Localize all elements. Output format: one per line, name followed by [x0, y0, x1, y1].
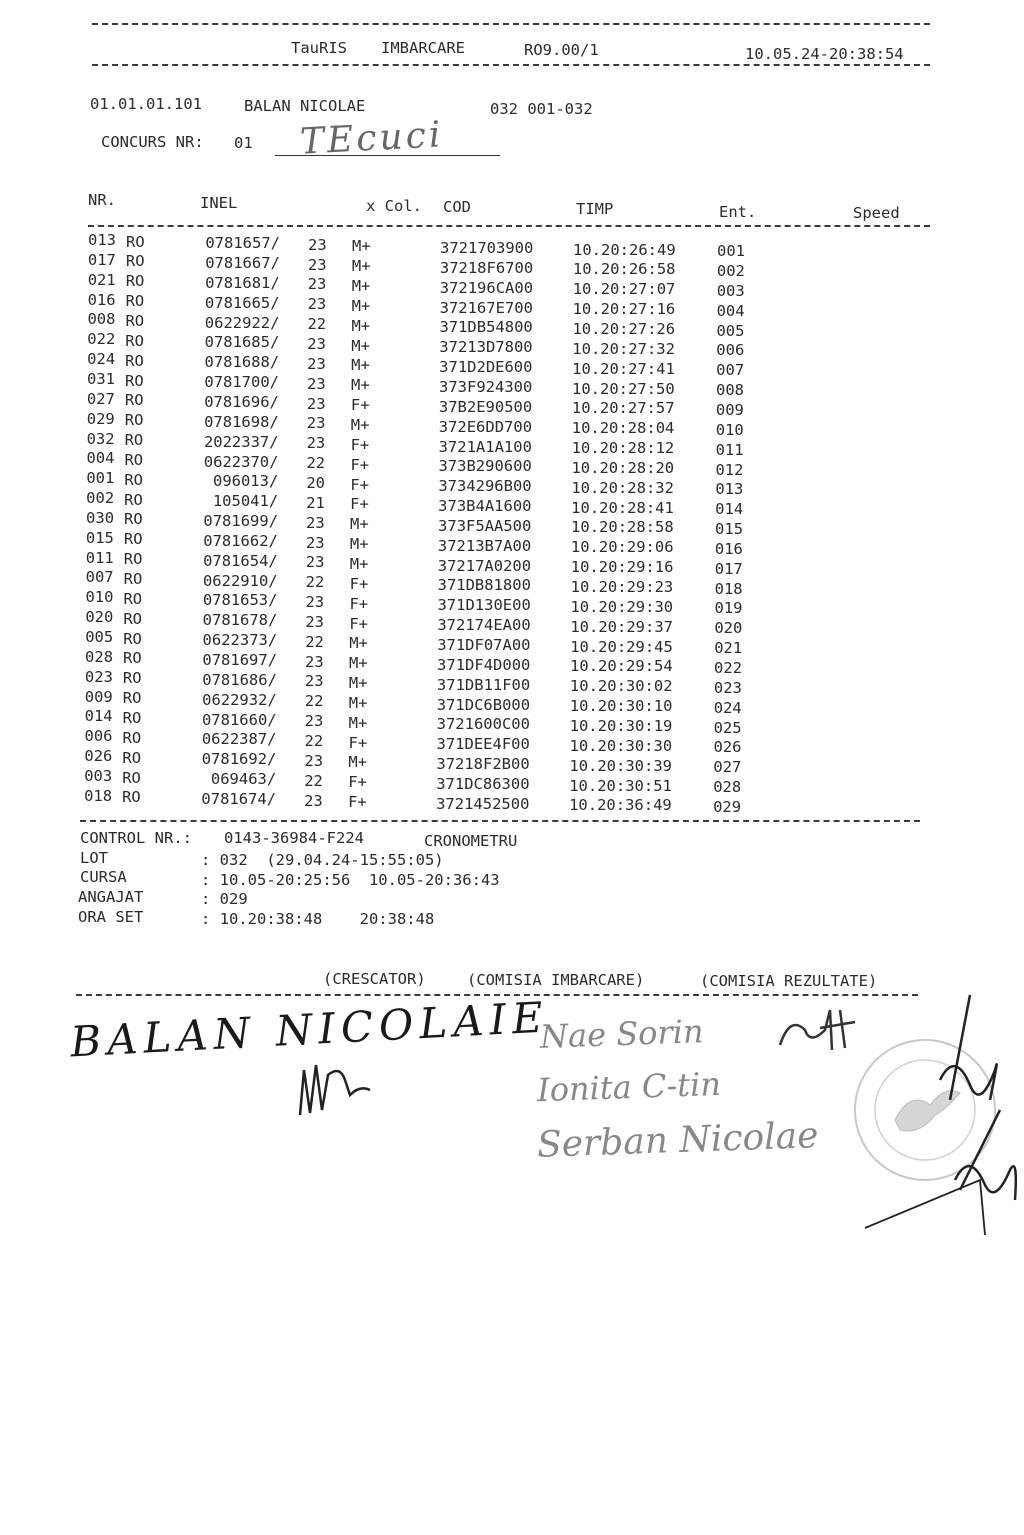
row-nr: 013 — [88, 231, 116, 249]
top-dashed-rule — [92, 23, 930, 25]
row-arrival-time: 10.20:30:10 — [569, 697, 673, 716]
angajat-value: : 029 — [201, 890, 248, 908]
commission-name-1: Nae Sorin — [539, 1012, 705, 1056]
row-sex-color: M+ — [351, 277, 371, 296]
row-arrival-time: 10.20:26:49 — [573, 240, 676, 259]
row-arrival-time: 10.20:27:50 — [572, 379, 675, 398]
row-entry-no: 027 — [713, 758, 742, 777]
location-underline — [275, 155, 500, 156]
control-value: 0143-36984-F224 — [224, 829, 364, 847]
row-sex-color: M+ — [348, 713, 368, 732]
row-year: 23 — [304, 712, 324, 731]
row-nr: 018 — [84, 786, 113, 805]
row-chip-code: 371DF4D000 — [437, 655, 531, 674]
row-chip-code: 37B2E90500 — [438, 397, 533, 416]
row-ring: 0781654/ — [203, 551, 278, 570]
row-entry-no: 021 — [714, 639, 743, 658]
row-year: 23 — [307, 374, 326, 393]
row-chip-code: 373B290600 — [438, 457, 532, 476]
row-arrival-time: 10.20:29:06 — [570, 538, 674, 557]
row-sex-color: M+ — [351, 316, 371, 335]
row-entry-no: 005 — [716, 321, 745, 340]
row-year: 23 — [304, 791, 323, 810]
row-country: RO — [124, 470, 143, 489]
row-ring: 0781685/ — [204, 333, 280, 352]
row-chip-code: 373F5AA500 — [438, 516, 532, 535]
row-arrival-time: 10.20:36:49 — [569, 796, 672, 815]
row-sex-color: M+ — [351, 257, 371, 276]
row-arrival-time: 10.20:28:12 — [571, 439, 675, 458]
row-nr: 024 — [87, 350, 116, 369]
handwritten-fancier-name: BALAN NICOLAIE — [69, 992, 550, 1067]
row-chip-code: 372E6DD700 — [438, 417, 533, 436]
row-arrival-time: 10.20:29:45 — [570, 637, 673, 656]
row-nr: 001 — [86, 469, 115, 488]
row-nr: 029 — [86, 409, 115, 428]
row-nr: 010 — [85, 588, 114, 607]
row-arrival-time: 10.20:29:37 — [570, 617, 673, 636]
row-sex-color: M+ — [351, 356, 370, 375]
row-sex-color: F+ — [348, 733, 368, 752]
row-country: RO — [122, 728, 142, 747]
row-country: RO — [123, 609, 142, 628]
row-nr: 007 — [85, 568, 114, 587]
row-country: RO — [124, 490, 143, 509]
row-entry-no: 010 — [715, 420, 744, 439]
row-country: RO — [124, 411, 144, 430]
row-ring: 0781667/ — [205, 254, 280, 273]
row-entry-no: 023 — [713, 678, 742, 697]
row-ring: 0622370/ — [203, 452, 279, 471]
row-chip-code: 3721600C00 — [436, 715, 530, 734]
row-arrival-time: 10.20:29:30 — [570, 597, 674, 616]
row-year: 22 — [305, 573, 325, 592]
cursa-label: CURSA — [80, 868, 127, 886]
row-arrival-time: 10.20:28:32 — [571, 478, 674, 497]
row-country: RO — [122, 748, 142, 767]
row-country: RO — [125, 292, 145, 311]
row-chip-code: 371DEE4F00 — [436, 735, 530, 754]
row-year: 23 — [306, 394, 326, 413]
row-country: RO — [126, 232, 145, 251]
table-row — [0, 449, 1024, 479]
cursa-value: : 10.05-20:25:56 10.05-20:36:43 — [201, 871, 500, 889]
row-entry-no: 014 — [715, 500, 744, 519]
results-commission-signature — [860, 990, 1024, 1250]
row-arrival-time: 10.20:29:54 — [570, 657, 673, 676]
row-sex-color: F+ — [349, 574, 369, 593]
row-ring: 096013/ — [212, 472, 279, 491]
row-sex-color: F+ — [349, 594, 369, 613]
row-country: RO — [124, 391, 144, 410]
row-chip-code: 371DC6B000 — [436, 695, 531, 714]
row-ring: 0622373/ — [202, 631, 278, 650]
row-nr: 016 — [87, 290, 116, 309]
row-entry-no: 017 — [714, 559, 743, 578]
row-country: RO — [122, 788, 141, 807]
row-arrival-time: 10.20:30:51 — [569, 776, 672, 795]
row-nr: 002 — [86, 489, 115, 508]
row-sex-color: M+ — [350, 515, 369, 534]
row-nr: 026 — [84, 747, 113, 766]
col-header-col: x Col. — [366, 197, 422, 215]
row-nr: 004 — [86, 449, 115, 468]
row-entry-no: 009 — [715, 400, 744, 419]
row-entry-no: 022 — [714, 659, 743, 678]
row-country: RO — [123, 649, 142, 668]
row-nr: 014 — [84, 707, 113, 726]
row-sex-color: F+ — [350, 475, 369, 494]
row-ring: 0781688/ — [204, 353, 280, 372]
row-country: RO — [125, 331, 144, 350]
row-arrival-time: 10.20:27:16 — [572, 300, 676, 319]
row-ring: 0622932/ — [202, 690, 277, 709]
row-nr: 028 — [85, 647, 114, 666]
row-entry-no: 026 — [713, 738, 742, 757]
row-year: 23 — [305, 612, 324, 631]
row-country: RO — [122, 689, 142, 708]
row-nr: 011 — [85, 548, 114, 567]
row-arrival-time: 10.20:27:26 — [572, 319, 676, 338]
module-name: IMBARCARE — [381, 39, 465, 57]
row-arrival-time: 10.20:28:58 — [571, 518, 674, 537]
row-entry-no: 003 — [716, 281, 745, 300]
row-sex-color: M+ — [348, 753, 368, 772]
contest-number: 01 — [234, 134, 253, 152]
row-year: 22 — [307, 315, 327, 334]
row-year: 21 — [306, 493, 325, 512]
table-bottom-rule — [80, 820, 920, 822]
row-entry-no: 020 — [714, 619, 743, 638]
row-chip-code: 372196CA00 — [439, 278, 534, 297]
row-ring: 0781678/ — [202, 611, 278, 630]
row-sex-color: F+ — [350, 495, 369, 514]
row-country: RO — [125, 252, 145, 271]
row-nr: 005 — [85, 628, 114, 646]
table-row — [0, 568, 1024, 598]
row-ring: 0781665/ — [204, 293, 280, 312]
row-ring: 0781698/ — [204, 412, 279, 431]
row-chip-code: 37217A0200 — [437, 556, 532, 575]
row-arrival-time: 10.20:30:30 — [569, 736, 673, 755]
fancier-signature — [290, 1055, 390, 1125]
row-sex-color: M+ — [351, 376, 370, 395]
row-arrival-time: 10.20:27:07 — [572, 280, 676, 299]
program-name: TauRIS — [291, 39, 347, 57]
col-header-timp: TIMP — [576, 200, 614, 218]
table-row — [0, 369, 1024, 400]
row-nr: 023 — [84, 667, 113, 686]
label-comisia-rezultate: (COMISIA REZULTATE) — [700, 972, 878, 990]
row-ring: 0781699/ — [203, 512, 279, 531]
row-nr: 008 — [87, 310, 116, 329]
control-label: CONTROL NR.: — [80, 829, 192, 847]
row-year: 22 — [305, 632, 324, 651]
pigeon-range: 032 001-032 — [490, 100, 593, 118]
row-arrival-time: 10.20:28:04 — [571, 419, 675, 438]
row-nr: 021 — [87, 270, 116, 289]
row-country: RO — [123, 570, 143, 589]
row-ring: 0781681/ — [205, 273, 280, 292]
row-year: 23 — [306, 513, 325, 532]
cronometru-label: CRONOMETRU — [424, 832, 518, 850]
row-year: 22 — [306, 454, 326, 473]
row-country: RO — [125, 351, 144, 370]
row-sex-color: M+ — [349, 654, 368, 673]
col-header-ent: Ent. — [719, 203, 757, 221]
row-chip-code: 37218F6700 — [439, 258, 534, 277]
row-ring: 0781674/ — [201, 789, 277, 808]
row-year: 23 — [305, 593, 325, 612]
row-sex-color: F+ — [348, 793, 367, 812]
row-chip-code: 372174EA00 — [437, 616, 531, 635]
table-header-rule — [88, 225, 930, 227]
row-arrival-time: 10.20:27:41 — [572, 359, 675, 378]
row-chip-code: 371DB54800 — [439, 318, 533, 337]
row-nr: 027 — [86, 389, 115, 408]
row-country: RO — [122, 768, 141, 787]
row-arrival-time: 10.20:29:23 — [570, 578, 674, 597]
row-arrival-time: 10.20:30:19 — [569, 716, 673, 735]
row-country: RO — [124, 510, 143, 529]
row-year: 23 — [306, 414, 326, 433]
row-year: 23 — [305, 553, 325, 572]
row-country: RO — [125, 371, 144, 390]
row-nr: 030 — [86, 508, 115, 527]
row-chip-code: 37218F2B00 — [436, 755, 530, 774]
row-country: RO — [123, 550, 143, 569]
lot-value: : 032 (29.04.24-15:55:05) — [201, 851, 444, 869]
row-sex-color: M+ — [352, 237, 371, 256]
row-arrival-time: 10.20:30:02 — [569, 677, 673, 696]
row-year: 23 — [307, 255, 327, 274]
row-nr: 017 — [87, 250, 116, 269]
row-sex-color: M+ — [350, 416, 370, 435]
row-nr: 031 — [87, 369, 116, 388]
row-sex-color: F+ — [350, 455, 370, 474]
fancier-code: 01.01.01.101 — [90, 95, 202, 113]
row-nr: 032 — [86, 429, 115, 448]
header-dashed-rule — [92, 64, 930, 66]
row-sex-color: M+ — [351, 336, 370, 355]
row-chip-code: 372167E700 — [439, 298, 533, 317]
row-chip-code: 3721703900 — [440, 239, 534, 257]
commission-name-2: Ionita C-tin — [536, 1064, 722, 1110]
table-row — [0, 727, 1024, 757]
label-crescator: (CRESCATOR) — [323, 970, 426, 988]
report-datetime: 10.05.24-20:38:54 — [745, 45, 904, 63]
row-entry-no: 028 — [713, 778, 742, 797]
row-entry-no: 025 — [713, 718, 742, 737]
row-chip-code: 37213D7800 — [439, 338, 533, 357]
row-entry-no: 004 — [716, 301, 745, 320]
commission-signature-initials — [770, 1000, 860, 1060]
row-nr: 003 — [84, 766, 113, 785]
row-year: 23 — [305, 652, 324, 671]
row-entry-no: 002 — [716, 262, 745, 281]
lot-label: LOT — [80, 849, 108, 867]
row-sex-color: F+ — [348, 773, 367, 792]
row-arrival-time: 10.20:28:41 — [571, 498, 674, 517]
row-arrival-time: 10.20:29:16 — [570, 558, 674, 577]
row-year: 22 — [304, 732, 324, 751]
row-ring: 0781657/ — [205, 234, 280, 253]
row-year: 22 — [304, 771, 323, 790]
row-entry-no: 001 — [717, 242, 745, 261]
row-sex-color: F+ — [350, 396, 370, 415]
row-chip-code: 3721A1A100 — [438, 437, 532, 456]
row-entry-no: 016 — [714, 539, 743, 558]
row-country: RO — [123, 530, 143, 549]
row-ring: 0622922/ — [204, 313, 280, 332]
row-entry-no: 006 — [716, 341, 745, 360]
row-ring: 0622910/ — [202, 571, 278, 590]
row-ring: 2022337/ — [203, 432, 279, 451]
row-ring: 0781697/ — [202, 651, 278, 670]
row-ring: 0781662/ — [203, 531, 278, 550]
row-country: RO — [123, 629, 142, 648]
row-ring: 0781653/ — [202, 591, 278, 610]
row-chip-code: 373F924300 — [439, 377, 533, 396]
row-year: 20 — [306, 473, 325, 492]
row-year: 23 — [307, 354, 326, 373]
row-arrival-time: 10.20:26:58 — [572, 260, 676, 279]
row-year: 22 — [304, 692, 324, 711]
row-country: RO — [122, 708, 142, 727]
row-country: RO — [124, 431, 144, 450]
table-row — [0, 588, 1024, 618]
row-year: 23 — [307, 275, 327, 294]
row-entry-no: 015 — [715, 520, 744, 539]
row-nr: 006 — [84, 727, 113, 746]
row-chip-code: 371D2DE600 — [439, 358, 533, 377]
row-year: 23 — [304, 751, 324, 770]
row-year: 23 — [305, 533, 325, 552]
row-chip-code: 3734296B00 — [438, 477, 532, 496]
row-chip-code: 371DF07A00 — [437, 636, 531, 654]
handwritten-location: TEcuci — [299, 114, 445, 163]
row-sex-color: M+ — [351, 296, 371, 315]
row-chip-code: 371DB11F00 — [436, 675, 531, 694]
table-row — [0, 786, 1024, 816]
row-ring: 0781700/ — [204, 373, 280, 392]
row-nr: 022 — [87, 330, 116, 349]
row-entry-no: 029 — [713, 797, 742, 816]
row-country: RO — [125, 311, 145, 330]
row-entry-no: 013 — [715, 480, 744, 499]
row-sex-color: M+ — [349, 554, 369, 573]
col-header-speed: Speed — [853, 204, 900, 222]
row-chip-code: 371DB81800 — [437, 576, 531, 595]
col-header-inel: INEL — [200, 194, 238, 212]
row-ring: 069463/ — [210, 770, 277, 789]
row-ring: 0781686/ — [202, 670, 277, 689]
contest-label: CONCURS NR: — [101, 133, 204, 151]
row-sex-color: M+ — [349, 535, 369, 554]
row-year: 23 — [308, 235, 327, 254]
row-ring: 0781660/ — [201, 710, 277, 729]
row-sex-color: F+ — [350, 435, 370, 454]
row-country: RO — [122, 669, 142, 688]
row-arrival-time: 10.20:27:57 — [571, 399, 675, 418]
col-header-nr: NR. — [88, 191, 116, 209]
row-sex-color: M+ — [348, 674, 368, 693]
row-year: 23 — [307, 295, 327, 314]
row-arrival-time: 10.20:28:20 — [571, 458, 675, 477]
row-country: RO — [123, 589, 143, 608]
row-entry-no: 019 — [714, 599, 743, 618]
col-header-cod: COD — [443, 198, 471, 216]
row-entry-no: 018 — [714, 579, 743, 598]
row-year: 23 — [306, 434, 326, 453]
row-arrival-time: 10.20:27:32 — [572, 339, 675, 358]
row-entry-no: 012 — [715, 460, 744, 479]
label-comisia-imbarcare: (COMISIA IMBARCARE) — [467, 971, 645, 989]
row-country: RO — [125, 272, 145, 291]
ora-set-value: : 10.20:38:48 20:38:48 — [201, 910, 435, 928]
row-country: RO — [124, 450, 144, 469]
row-year: 23 — [307, 335, 326, 354]
row-nr: 020 — [85, 608, 114, 627]
row-sex-color: M+ — [349, 634, 368, 653]
row-entry-no: 011 — [715, 440, 744, 459]
row-ring: 0622387/ — [201, 730, 277, 749]
row-nr: 015 — [85, 528, 114, 547]
row-sex-color: F+ — [349, 614, 368, 633]
row-year: 23 — [304, 672, 324, 691]
version: RO9.00/1 — [524, 41, 599, 59]
fancier-name: BALAN NICOLAE — [244, 97, 366, 115]
row-chip-code: 37213B7A00 — [437, 536, 532, 555]
row-entry-no: 024 — [713, 698, 742, 717]
row-ring: 105041/ — [212, 492, 279, 511]
row-ring: 0781696/ — [204, 392, 279, 411]
ora-set-label: ORA SET — [78, 908, 144, 926]
row-entry-no: 008 — [716, 381, 745, 400]
angajat-label: ANGAJAT — [78, 888, 144, 906]
row-arrival-time: 10.20:30:39 — [569, 756, 673, 775]
row-chip-code: 371DC86300 — [436, 774, 530, 793]
row-chip-code: 3721452500 — [436, 794, 530, 813]
commission-name-3: Serban Nicolae — [536, 1115, 820, 1166]
row-ring: 0781692/ — [201, 750, 277, 769]
row-chip-code: 373B4A1600 — [438, 497, 532, 516]
row-sex-color: M+ — [348, 693, 368, 712]
row-nr: 009 — [84, 687, 113, 706]
row-entry-no: 007 — [716, 361, 745, 380]
table-row — [0, 508, 1024, 539]
row-chip-code: 371D130E00 — [437, 596, 531, 615]
